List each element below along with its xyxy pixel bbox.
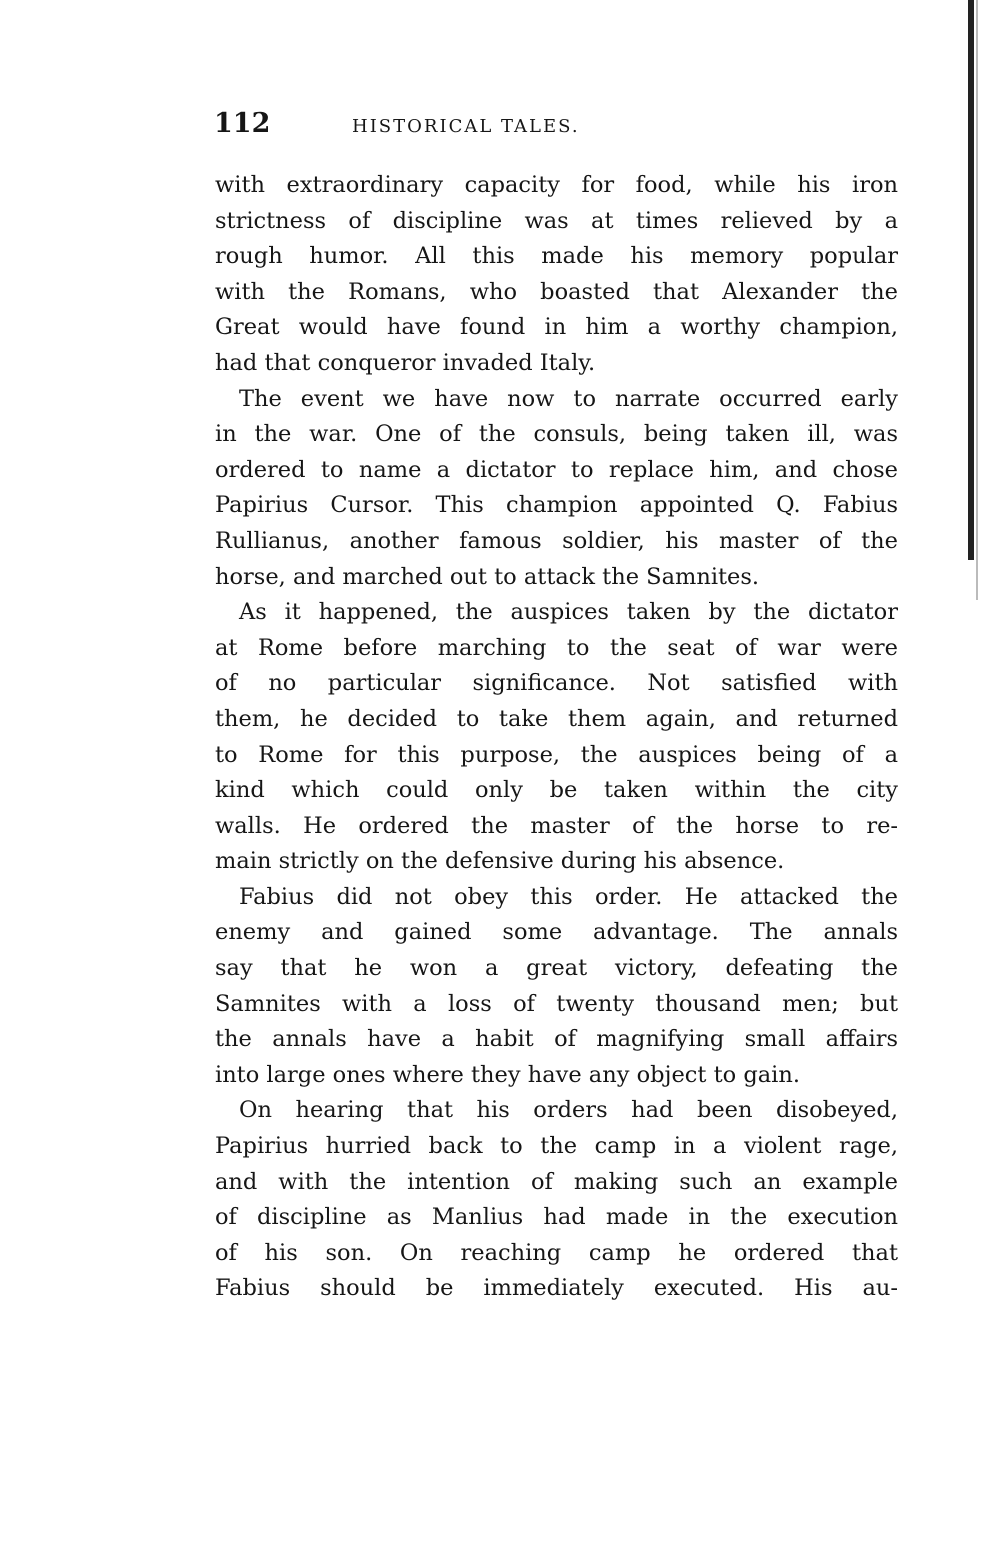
text-line: into large ones where they have any object to gain. (215, 1061, 800, 1088)
text-line: of discipline as Manlius had made in the execution (215, 1204, 898, 1231)
text-line: ordered to name a dictator to replace him, and chose (215, 456, 898, 483)
text-line: Fabius should be immediately executed. His au- (215, 1275, 898, 1302)
body-text (215, 168, 898, 1307)
text-line: had that conqueror invaded Italy. (215, 349, 596, 376)
text-line: Fabius did not obey this order. He attacked the (239, 883, 898, 910)
text-line: walls. He ordered the master of the horse to re- (215, 812, 898, 839)
text-line: As it happened, the auspices taken by the dictator (239, 599, 898, 626)
text-line: Papirius Cursor. This champion appointed Q. Fabius (215, 492, 898, 519)
text-line: at Rome before marching to the seat of war were (215, 634, 898, 661)
text-line: the annals have a habit of magnifying small affairs (215, 1026, 898, 1053)
text-line: rough humor. All this made his memory popular (215, 243, 898, 270)
text-line: main strictly on the defensive during his absence. (215, 848, 785, 875)
text-line: The event we have now to narrate occurred early (239, 385, 898, 412)
text-line: Rullianus, another famous soldier, his master of the (215, 527, 898, 554)
text-line: Samnites with a loss of twenty thousand men; but (215, 990, 898, 1017)
text-line: strictness of discipline was at times relieved by a (215, 207, 898, 234)
paragraph (215, 1093, 898, 1307)
text-line: them, he decided to take them again, and returned (215, 705, 898, 732)
text-line: say that he won a great victory, defeating the (215, 955, 898, 982)
paragraph (215, 168, 898, 382)
text-line: with the Romans, who boasted that Alexander the (215, 278, 898, 305)
page-number: 112 (214, 108, 271, 139)
text-line: and with the intention of making such an example (215, 1168, 898, 1195)
text-line: with extraordinary capacity for food, while his iron (215, 172, 898, 198)
text-line: On hearing that his orders had been disobeyed, (239, 1097, 898, 1124)
text-line: of no particular significance. Not satisfied with (215, 670, 898, 697)
text-line: in the war. One of the consuls, being taken ill, was (215, 421, 898, 448)
page-edge-line (976, 0, 978, 600)
text-line: to Rome for this purpose, the auspices being of a (215, 741, 898, 768)
page-edge-shadow (968, 0, 974, 560)
paragraph (215, 880, 898, 1094)
paragraph (215, 382, 898, 596)
text-line: Papirius hurried back to the camp in a violent rage, (215, 1133, 898, 1160)
text-line: kind which could only be taken within the city (215, 777, 898, 804)
text-line: horse, and marched out to attack the Samnites. (215, 563, 760, 590)
text-line: enemy and gained some advantage. The annals (215, 919, 898, 946)
text-line: Great would have found in him a worthy champion, (215, 314, 898, 341)
text-line: of his son. On reaching camp he ordered that (215, 1239, 898, 1266)
running-title: HISTORICAL TALES. (352, 116, 580, 137)
paragraph (215, 595, 898, 880)
